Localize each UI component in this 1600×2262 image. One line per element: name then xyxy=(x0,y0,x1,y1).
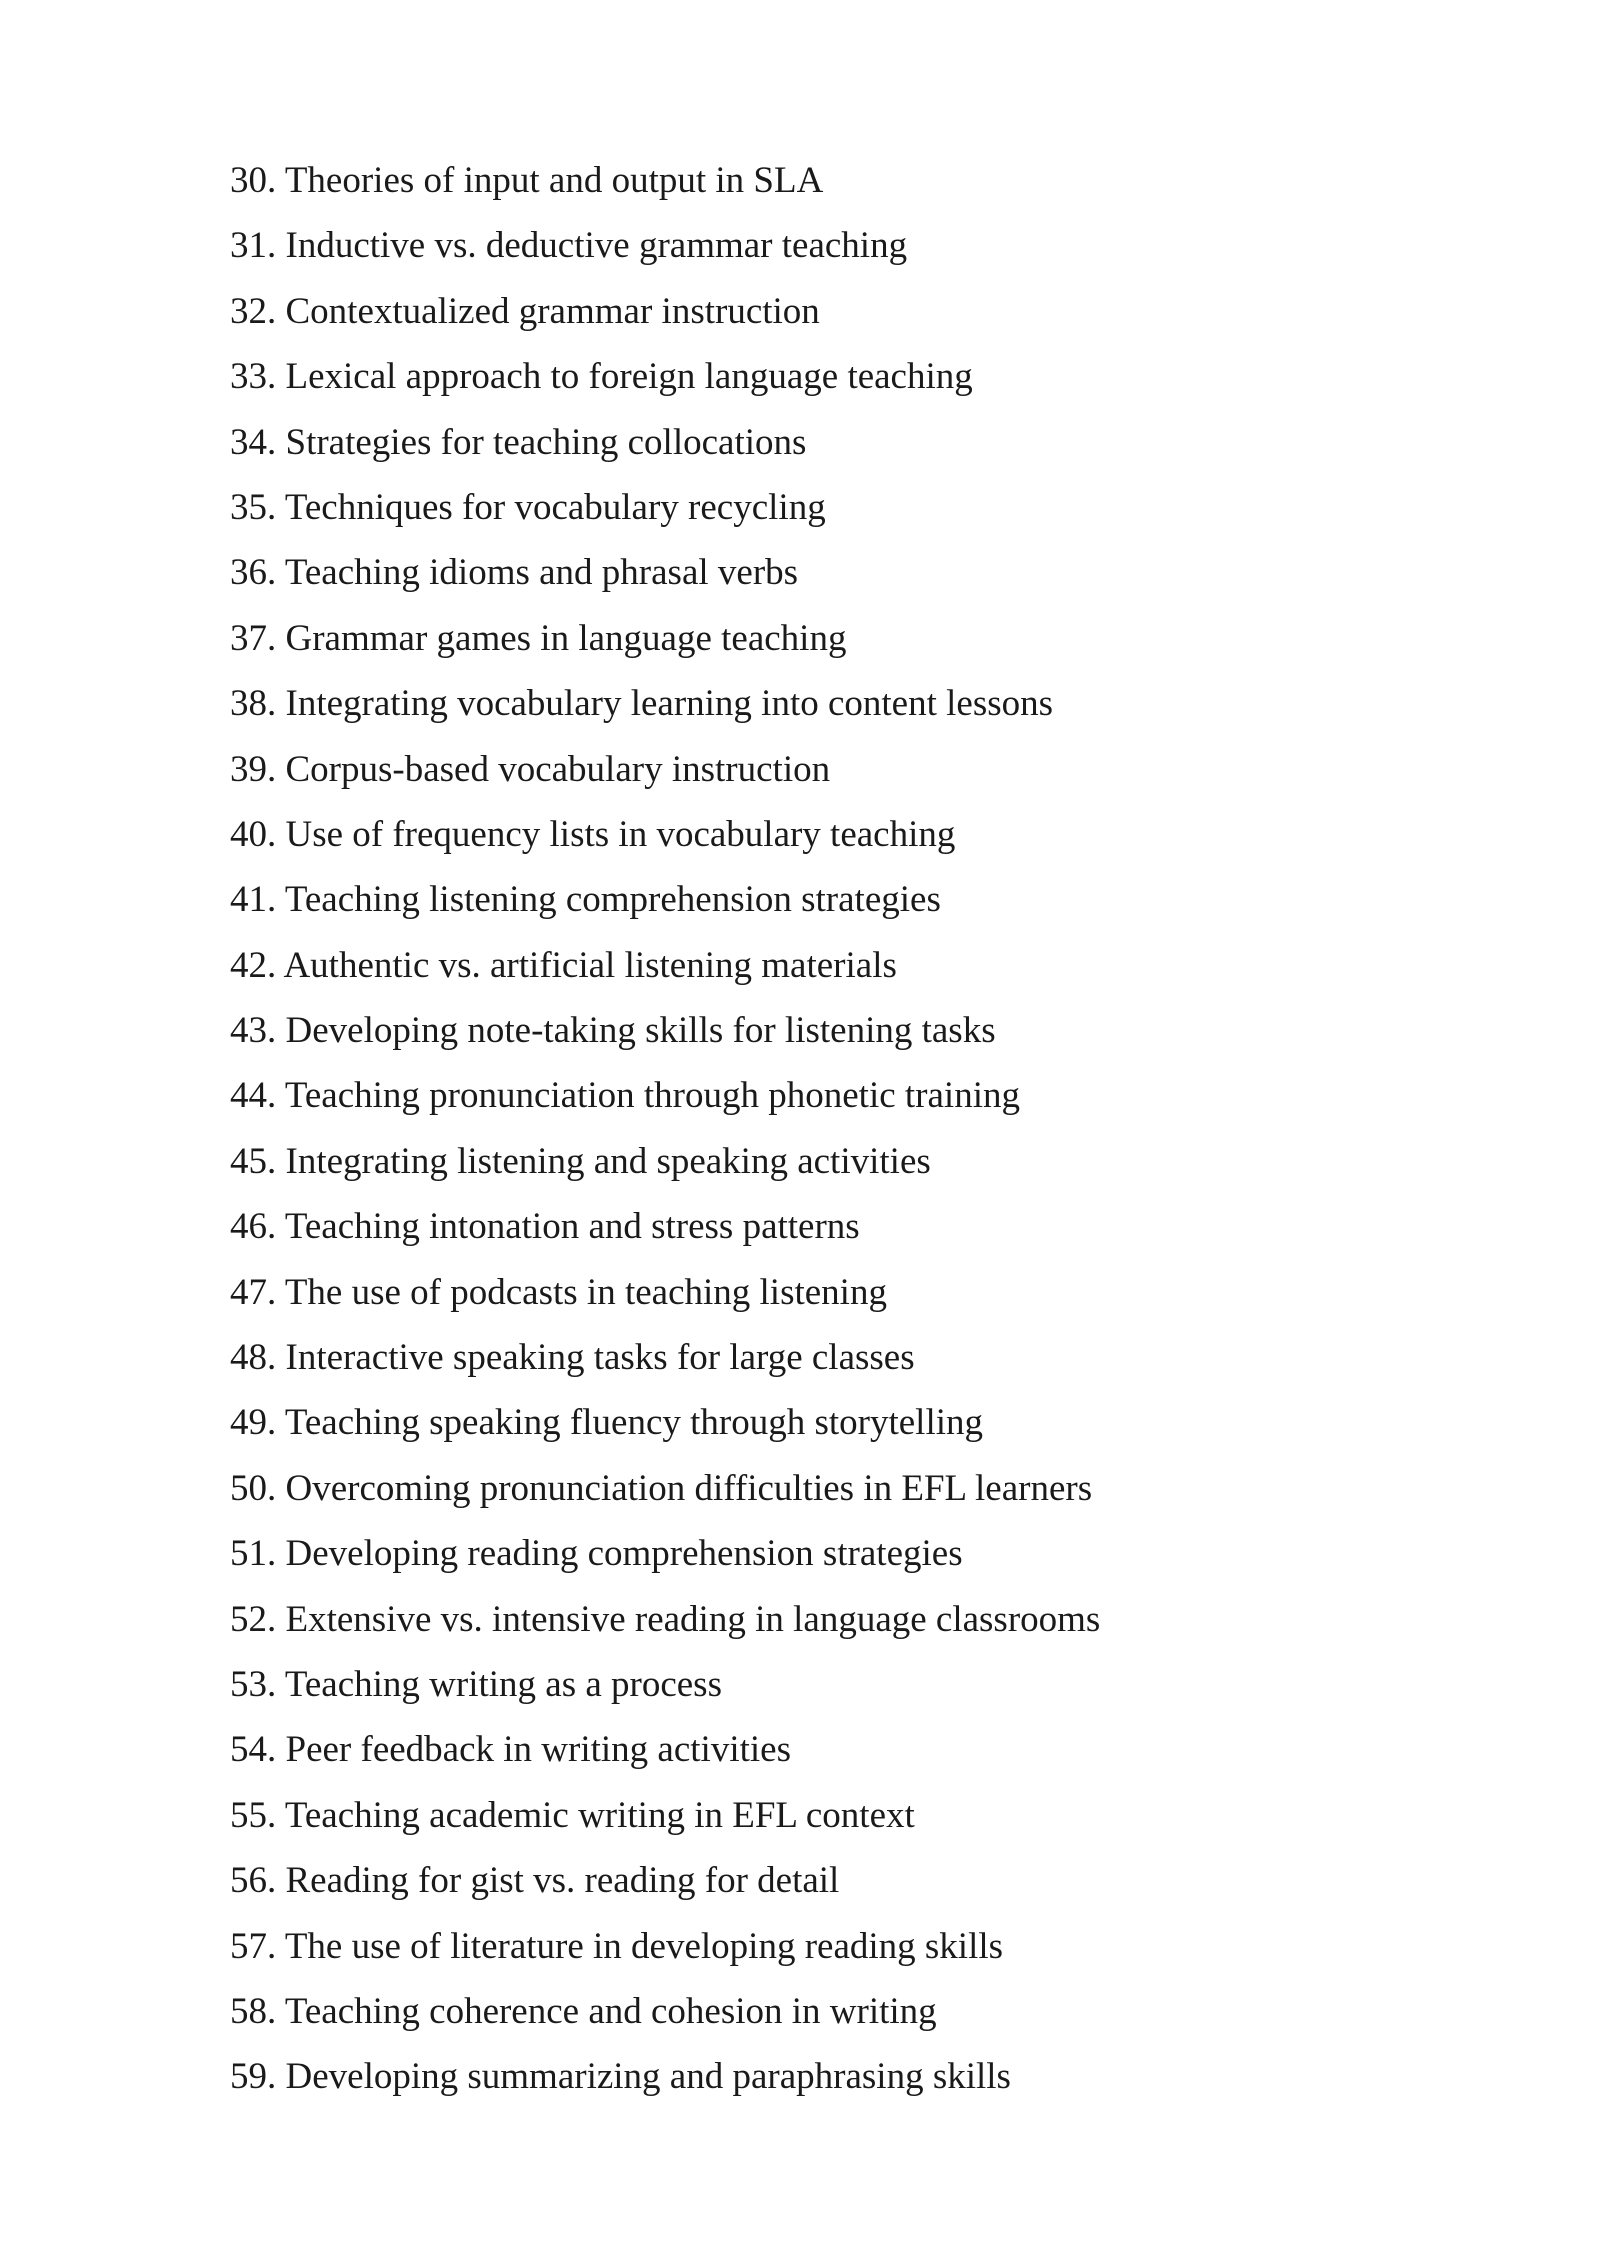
list-item: 47. The use of podcasts in teaching listening xyxy=(230,1271,887,1313)
list-item: 48. Interactive speaking tasks for large classes xyxy=(230,1337,915,1379)
list-item: 59. Developing summarizing and paraphrasing skills xyxy=(230,2056,1011,2098)
list-item: 49. Teaching speaking fluency through storytelling xyxy=(230,1402,984,1444)
list-item: 35. Techniques for vocabulary recycling xyxy=(230,486,826,528)
list-item: 42. Authentic vs. artificial listening materials xyxy=(230,944,897,986)
list-item: 55. Teaching academic writing in EFL context xyxy=(230,1794,915,1836)
list-item: 30. Theories of input and output in SLA xyxy=(230,160,824,201)
list-item: 38. Integrating vocabulary learning into content lessons xyxy=(230,683,1054,725)
list-item: 34. Strategies for teaching collocations xyxy=(230,421,807,463)
list-item: 56. Reading for gist vs. reading for detail xyxy=(230,1860,840,1902)
list-item: 44. Teaching pronunciation through phonetic training xyxy=(230,1075,1020,1117)
list-item: 33. Lexical approach to foreign language teaching xyxy=(230,356,973,398)
list-item: 41. Teaching listening comprehension strategies xyxy=(230,879,941,921)
list-item: 57. The use of literature in developing reading skills xyxy=(230,1925,1004,1967)
list-item: 46. Teaching intonation and stress patterns xyxy=(230,1206,860,1248)
list-item: 36. Teaching idioms and phrasal verbs xyxy=(230,552,799,594)
list-item: 53. Teaching writing as a process xyxy=(230,1663,722,1705)
list-item: 51. Developing reading comprehension strategies xyxy=(230,1533,963,1575)
list-item: 43. Developing note-taking skills for listening tasks xyxy=(230,1010,996,1052)
list-item: 52. Extensive vs. intensive reading in language classrooms xyxy=(230,1598,1101,1640)
list-item: 50. Overcoming pronunciation difficulties in EFL learners xyxy=(230,1467,1093,1509)
list-item: 37. Grammar games in language teaching xyxy=(230,617,847,659)
list-item: 58. Teaching coherence and cohesion in writing xyxy=(230,1990,937,2032)
list-item: 45. Integrating listening and speaking activities xyxy=(230,1140,931,1182)
list-item: 31. Inductive vs. deductive grammar teaching xyxy=(230,225,908,267)
list-item: 32. Contextualized grammar instruction xyxy=(230,290,820,332)
list-item: 40. Use of frequency lists in vocabulary teaching xyxy=(230,813,956,855)
list-item: 54. Peer feedback in writing activities xyxy=(230,1729,791,1771)
topic-list xyxy=(230,148,1100,2110)
list-item: 39. Corpus-based vocabulary instruction xyxy=(230,748,831,790)
